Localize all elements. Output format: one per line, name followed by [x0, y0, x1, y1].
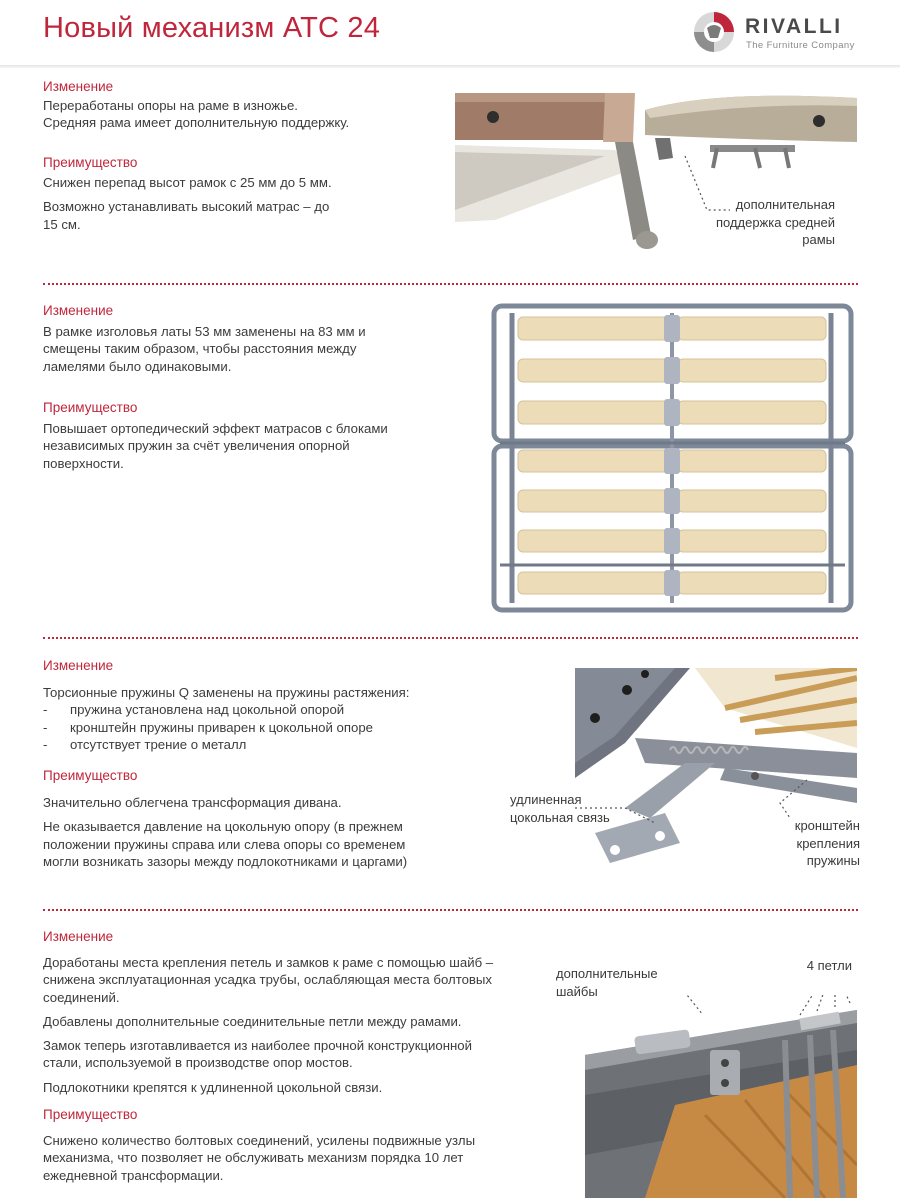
section3-change-text [43, 684, 463, 753]
section3-benefit-paragraph: Не оказывается давление на цокольную опору (в прежнем положении пружины справа или слева опоры со временем могли возникать зазоры между подлокотниками и царгами) [43, 819, 408, 869]
section4-callout-washers: дополнительные шайбы [556, 966, 658, 999]
section1-change-label: Изменение [43, 79, 114, 94]
section1-change-text [43, 97, 433, 132]
section4-benefit-label: Преимущество [43, 1107, 138, 1122]
logo-tagline: The Furniture Company [746, 40, 855, 51]
section4-callout-hinges: 4 петли [806, 958, 852, 973]
logo-wordmark: RIVALLI [745, 15, 843, 38]
section4-change-paragraph: Доработаны места крепления петель и замков к раме с помощью шайб – снижена эксплуатационная усадка трубы, ослабляющая места болтовых соединений. [43, 955, 494, 1005]
section4-change-paragraph: Подлокотники крепятся к удлиненной цокольной связи. [43, 1079, 383, 1095]
section-divider [43, 637, 858, 639]
section3-change-intro: Торсионные пружины Q заменены на пружины растяжения: [43, 685, 410, 700]
section1-benefit-text [43, 174, 343, 233]
section4-change-label: Изменение [43, 929, 114, 944]
section3-benefit-paragraph: Значительно облегчена трансформация дивана. [43, 795, 342, 810]
section1-benefit-label: Преимущество [43, 155, 138, 170]
list-item: - пружина установлена над цокольной опорой [43, 701, 463, 718]
section1-benefit-paragraph: Снижен перепад высот рамок с 25 мм до 5 мм. [43, 175, 332, 190]
section1-callout: дополнительная поддержка средней рамы [715, 197, 835, 247]
list-item: - кронштейн пружины приварен к цокольной опоре [43, 719, 463, 736]
section3-bullet-list [43, 701, 463, 753]
page-title: Новый механизм АТС 24 [43, 12, 381, 44]
list-item: - отсутствует трение о металл [43, 736, 463, 753]
section4-change-paragraph: Замок теперь изготавливается из наиболее прочной конструкционной стали, используемой в производстве опор мостов. [43, 1038, 473, 1071]
section2-benefit-label: Преимущество [43, 400, 138, 415]
section-divider [43, 283, 858, 285]
section1-change-line: Средняя рама имеет дополнительную поддержку. [43, 115, 350, 131]
header-divider [0, 65, 900, 68]
section4-change-paragraph: Добавлены дополнительные соединительные петли между рамами. [43, 1013, 462, 1029]
section3-callout-right: кронштейн крепления пружины [794, 818, 860, 868]
section2-change-text: В рамке изголовья латы 53 мм заменены на 83 мм и смещены таким образом, чтобы расстояния между ламелями было одинаковыми. [43, 324, 366, 374]
section4-change-text [43, 954, 503, 1096]
section4-hinge-photo [585, 995, 857, 1198]
section2-change-label: Изменение [43, 303, 114, 318]
section1-benefit-paragraph: Возможно устанавливать высокий матрас – до 15 см. [43, 199, 330, 232]
section3-benefit-label: Преимущество [43, 768, 138, 783]
section3-callout-left: удлиненная цокольная связь [510, 792, 610, 825]
section3-change-label: Изменение [43, 658, 114, 673]
section2-slat-frame-photo [490, 303, 855, 613]
section-divider [43, 909, 858, 911]
section3-benefit-text [43, 794, 443, 870]
brand-logo [693, 10, 863, 56]
section2-benefit-text: Повышает ортопедический эффект матрасов с блоками независимых пружин за счёт увеличения опорной поверхности. [43, 421, 388, 471]
section1-change-line: Переработаны опоры на раме в изножье. [43, 98, 298, 113]
section4-benefit-text: Снижено количество болтовых соединений, усилены подвижные узлы механизма, что позволяет не обслуживать механизм порядка 10 лет ежедневной трансформации. [43, 1133, 476, 1183]
rivalli-logo-icon [693, 11, 735, 53]
